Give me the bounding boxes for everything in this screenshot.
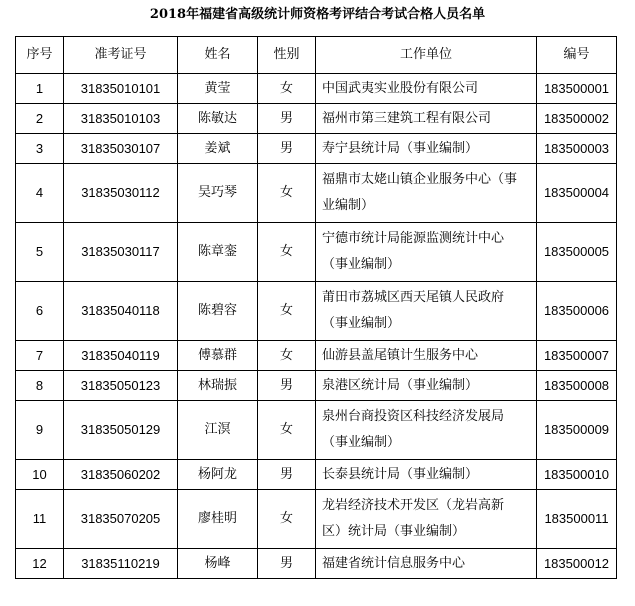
cell-name: 林瑞振: [178, 371, 258, 401]
cell-index: 3: [16, 134, 64, 164]
table-row: [16, 164, 617, 223]
cell-gender: 女: [258, 401, 316, 460]
work-unit-line: 福建省统计信息服务中心: [322, 555, 466, 571]
cell-work-unit: [316, 490, 537, 549]
work-unit-line: 泉港区统计局（事业编制）: [322, 377, 479, 393]
cell-gender: 男: [258, 549, 316, 579]
cell-code: 183500011: [537, 490, 617, 549]
cell-gender: 男: [258, 371, 316, 401]
cell-code: 183500007: [537, 341, 617, 371]
cell-exam-id: 31835030117: [64, 223, 178, 282]
table-row: [16, 74, 617, 104]
work-unit-line: （事业编制）: [322, 316, 401, 331]
cell-name: 傅慕群: [178, 341, 258, 371]
cell-code: 183500005: [537, 223, 617, 282]
cell-index: 10: [16, 460, 64, 490]
cell-work-unit: [316, 371, 537, 401]
cell-exam-id: 31835060202: [64, 460, 178, 490]
cell-work-unit: [316, 460, 537, 490]
cell-index: 2: [16, 104, 64, 134]
cell-code: 183500010: [537, 460, 617, 490]
work-unit-line: 寿宁县统计局（事业编制）: [322, 140, 479, 156]
cell-code: 183500008: [537, 371, 617, 401]
work-unit-line: 仙游县盖尾镇计生服务中心: [322, 347, 479, 363]
work-unit-line: （事业编制）: [322, 257, 401, 272]
cell-code: 183500002: [537, 104, 617, 134]
column-header-code: 编号: [537, 37, 617, 74]
cell-name: 杨峰: [178, 549, 258, 579]
cell-gender: 男: [258, 460, 316, 490]
cell-exam-id: 31835050129: [64, 401, 178, 460]
cell-name: 姜斌: [178, 134, 258, 164]
cell-name: 陈敏达: [178, 104, 258, 134]
cell-work-unit: [316, 223, 537, 282]
column-header-name: 姓名: [178, 37, 258, 74]
cell-work-unit: [316, 341, 537, 371]
work-unit-line: （事业编制）: [322, 435, 401, 450]
cell-name: 杨阿龙: [178, 460, 258, 490]
cell-work-unit: [316, 282, 537, 341]
work-unit-line: 福州市第三建筑工程有限公司: [322, 110, 492, 126]
cell-code: 183500004: [537, 164, 617, 223]
cell-index: 6: [16, 282, 64, 341]
table-row: [16, 371, 617, 401]
cell-exam-id: 31835050123: [64, 371, 178, 401]
cell-code: 183500006: [537, 282, 617, 341]
work-unit-line: 中国武夷实业股份有限公司: [322, 80, 479, 96]
cell-work-unit: [316, 74, 537, 104]
cell-index: 9: [16, 401, 64, 460]
cell-index: 12: [16, 549, 64, 579]
work-unit-line: 泉州台商投资区科技经济发展局: [322, 409, 505, 424]
cell-code: 183500003: [537, 134, 617, 164]
cell-gender: 女: [258, 341, 316, 371]
work-unit-line: 长泰县统计局（事业编制）: [322, 466, 479, 482]
cell-gender: 女: [258, 282, 316, 341]
cell-index: 5: [16, 223, 64, 282]
cell-exam-id: 31835030112: [64, 164, 178, 223]
work-unit-line: 莆田市荔城区西天尾镇人民政府: [322, 290, 505, 305]
cell-code: 183500012: [537, 549, 617, 579]
qualified-personnel-table: [15, 36, 617, 579]
work-unit-line: 龙岩经济技术开发区（龙岩高新: [322, 498, 505, 513]
cell-name: 廖桂明: [178, 490, 258, 549]
cell-work-unit: [316, 104, 537, 134]
column-header-gender: 性别: [258, 37, 316, 74]
cell-gender: 女: [258, 223, 316, 282]
cell-gender: 女: [258, 74, 316, 104]
cell-index: 8: [16, 371, 64, 401]
table-row: [16, 104, 617, 134]
table-row: [16, 460, 617, 490]
cell-index: 1: [16, 74, 64, 104]
cell-work-unit: [316, 401, 537, 460]
cell-work-unit: [316, 549, 537, 579]
cell-name: 黄莹: [178, 74, 258, 104]
cell-exam-id: 31835010101: [64, 74, 178, 104]
cell-code: 183500001: [537, 74, 617, 104]
work-unit-line: 业编制）: [322, 198, 375, 213]
cell-name: 陈碧容: [178, 282, 258, 341]
cell-exam-id: 31835040119: [64, 341, 178, 371]
cell-exam-id: 31835040118: [64, 282, 178, 341]
column-header-work-unit: 工作单位: [316, 37, 537, 74]
cell-name: 陈章銮: [178, 223, 258, 282]
table-row: [16, 134, 617, 164]
column-header-exam-id: 准考证号: [64, 37, 178, 74]
cell-name: 吴巧琴: [178, 164, 258, 223]
table-row: [16, 223, 617, 282]
table-row: [16, 490, 617, 549]
cell-name: 江溟: [178, 401, 258, 460]
cell-exam-id: 31835110219: [64, 549, 178, 579]
work-unit-line: 福鼎市太姥山镇企业服务中心（事: [322, 172, 518, 187]
cell-index: 11: [16, 490, 64, 549]
table-row: [16, 549, 617, 579]
cell-gender: 女: [258, 490, 316, 549]
cell-exam-id: 31835030107: [64, 134, 178, 164]
work-unit-line: 区）统计局（事业编制）: [322, 524, 466, 539]
cell-exam-id: 31835070205: [64, 490, 178, 549]
table-row: [16, 341, 617, 371]
work-unit-line: 宁德市统计局能源监测统计中心: [322, 231, 505, 246]
cell-work-unit: [316, 164, 537, 223]
cell-index: 7: [16, 341, 64, 371]
column-header-index: 序号: [16, 37, 64, 74]
cell-gender: 女: [258, 164, 316, 223]
table-row: [16, 401, 617, 460]
cell-gender: 男: [258, 104, 316, 134]
document-title: 2018年福建省高级统计师资格考评结合考试合格人员名单: [149, 7, 486, 22]
cell-exam-id: 31835010103: [64, 104, 178, 134]
table-header-row: [16, 37, 617, 74]
cell-index: 4: [16, 164, 64, 223]
cell-gender: 男: [258, 134, 316, 164]
cell-work-unit: [316, 134, 537, 164]
cell-code: 183500009: [537, 401, 617, 460]
table-row: [16, 282, 617, 341]
